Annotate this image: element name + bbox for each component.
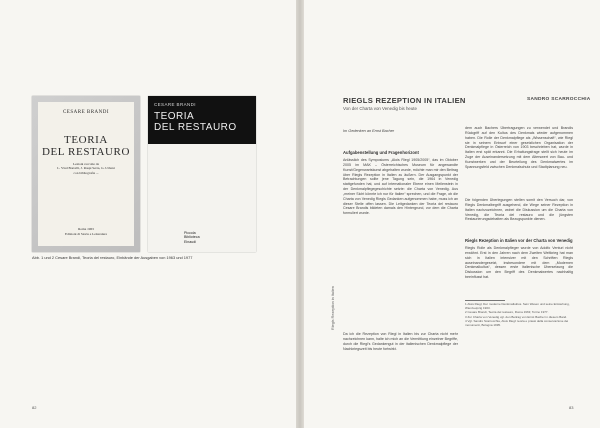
running-head-vertical: Riegls Rezeption in Italien [331, 286, 335, 330]
footnotes [465, 303, 573, 328]
page-number-left: 82 [32, 405, 37, 410]
gutter [296, 0, 304, 428]
book-cover-1963 [32, 96, 140, 252]
section-heading-2: Riegls Rezeption in Italien vor der Charta von Venedig [465, 238, 573, 243]
figure-caption: Abb. 1 und 2 Cesare Brandi, Teoria del restauro, Einbände der Ausgaben von 1963 und 1977 [32, 255, 193, 260]
cover-1963-author: CESARE BRANDI [62, 110, 110, 115]
body-paragraph: dem auch Bachers Übertragungen zu verwendet und Brandis Rückgriff auf den Kultus des Denkmals wieder aufgenommen haben. Die Rolle der Denkmalpflege als „Wissenschaft“, wie Riegl sie in seinem Entwurf einer gesetzlichen Organisation der Denkmalpflege in Österreich von 1903 beschrieben hat, wurde in Italien erst spät erkannt. Die Erhaltungsfrage stellt sich heute im Zuge der Auseinandersetzung mit dem Alterswert von Bau- und Kunstwerken und der Beurteilung des Denkmalwertes im Spannungsfeld zwischen Denkmalschutz und Stadtplanung neu. [465, 126, 573, 169]
body-paragraph: Die folgenden Überlegungen stellen somit den Versuch dar, von Riegls Denkmalbegriff ausgehend, die Wege seiner Rezeption in Italien nachzuzeichnen, wobei die Diskussion um die Charta von Venedig, die Teoria del restauro und die jüngsten Restaurierungsdebatten als Bezugspunkte dienen. [465, 198, 573, 222]
body-paragraph: Riegls Rolle als Denkmalpfleger wurde von Adolfo Venturi nicht erwähnt. Erst in den Jahren nach dem Zweiten Weltkrieg hat man sich in Italien intensiver mit den Schriften Riegls auseinandergesetzt, insbesondere mit dem „Modernen Denkmalkultus“, dessen erste italienische Übersetzung die Diskussion um den Begriff des Denkmalwertes nachhaltig beeinflusst hat. [465, 246, 573, 280]
cover-1977-publisher: Piccola Biblioteca Einaudi [184, 231, 200, 244]
body-paragraph: Anlässlich des Symposiums „Alois Riegl 1905/2005“, das im Oktober 2005 im MAK – Österreichisches Museum für angewandte Kunst/Gegenwartskunst abgehalten wurde, möchte man mir den Beitrag über Riegls Rezeption in Italien zu äußern. Der Ausgangspunkt der Betrachtungen sollte jene Tagung sein, die 1964 in Venedig stattgefunden hat, und auf internationaler Ebene einen Meilenstein in der Denkmalpflegegeschichte setzte: die Charta von Venedig. Aus „meiner Sicht könnte ich nur für Italien“ sprechen, und die Frage, ob die Charta von Venedig Riegls Gedanken aufgenommen habe, muss ich an dieser Stelle offen lassen. Die Leitgedanken der Teoria del restauro Cesare Brandis bildeten damals den Hintergrund, vor dem die Charta formuliert wurde. [343, 158, 458, 216]
footnote: 1 Alois Riegl, Der moderne Denkmalkultus. Sein Wesen und seine Entstehung, Wien/Leipzig 1903. [465, 302, 570, 310]
cover-1963-subtitle: Lezioni raccolte da L. Vlad Borrelli, J. Raspi Serra, G. Urbani con bibliografia ... [57, 162, 115, 175]
cover-1963-title: TEORIA DEL RESTAURO [41, 134, 131, 158]
section-heading-1: Aufgabenstellung und Fragenhorizont [343, 150, 419, 155]
cover-1977-author: CESARE BRANDI [154, 102, 196, 107]
cover-1963-imprint: Roma 1963 Edizioni di Storia e Letteratura [65, 227, 107, 236]
footnote-rule [465, 300, 505, 301]
cover-1977-black-band [148, 96, 256, 144]
footnote: 2 Cesare Brandi, Teoria del restauro, Roma 1963; Torino 1977. [465, 310, 549, 315]
chapter-title: RIEGLS REZEPTION IN ITALIEN [343, 96, 466, 105]
footnote: 4 Vgl. Sandro Scarrocchia, Alois Riegl: teoria e prassi della conservazione dei monumenti, Bologna 1995. [465, 318, 569, 327]
chapter-subtitle: Von der Charta von Venedig bis heute [343, 106, 417, 111]
dedication: Im Gedenken an Ernst Bacher [343, 129, 395, 133]
page-number-right: 83 [569, 405, 574, 410]
body-paragraph: Da ich die Rezeption von Riegl in Italien bis zur Charta nicht mehr nachzeichnen kann, halte ich mich an die Vermittlung einzelner Begriffe, durch die Riegl's Gedankengut in der italienischen Denkmalpflege der Nachkriegszeit bis heute fortwirkt. [343, 332, 458, 351]
cover-1963-paper [38, 102, 134, 246]
book-cover-1977 [148, 96, 256, 252]
footnote: 3 Zur Charta von Venedig vgl. den Beitrag von Ernst Bacher in diesem Band. [465, 314, 568, 319]
cover-1977-title: TEORIA DEL RESTAURO [154, 111, 237, 133]
chapter-author: SANDRO SCARROCCHIA [527, 97, 591, 102]
